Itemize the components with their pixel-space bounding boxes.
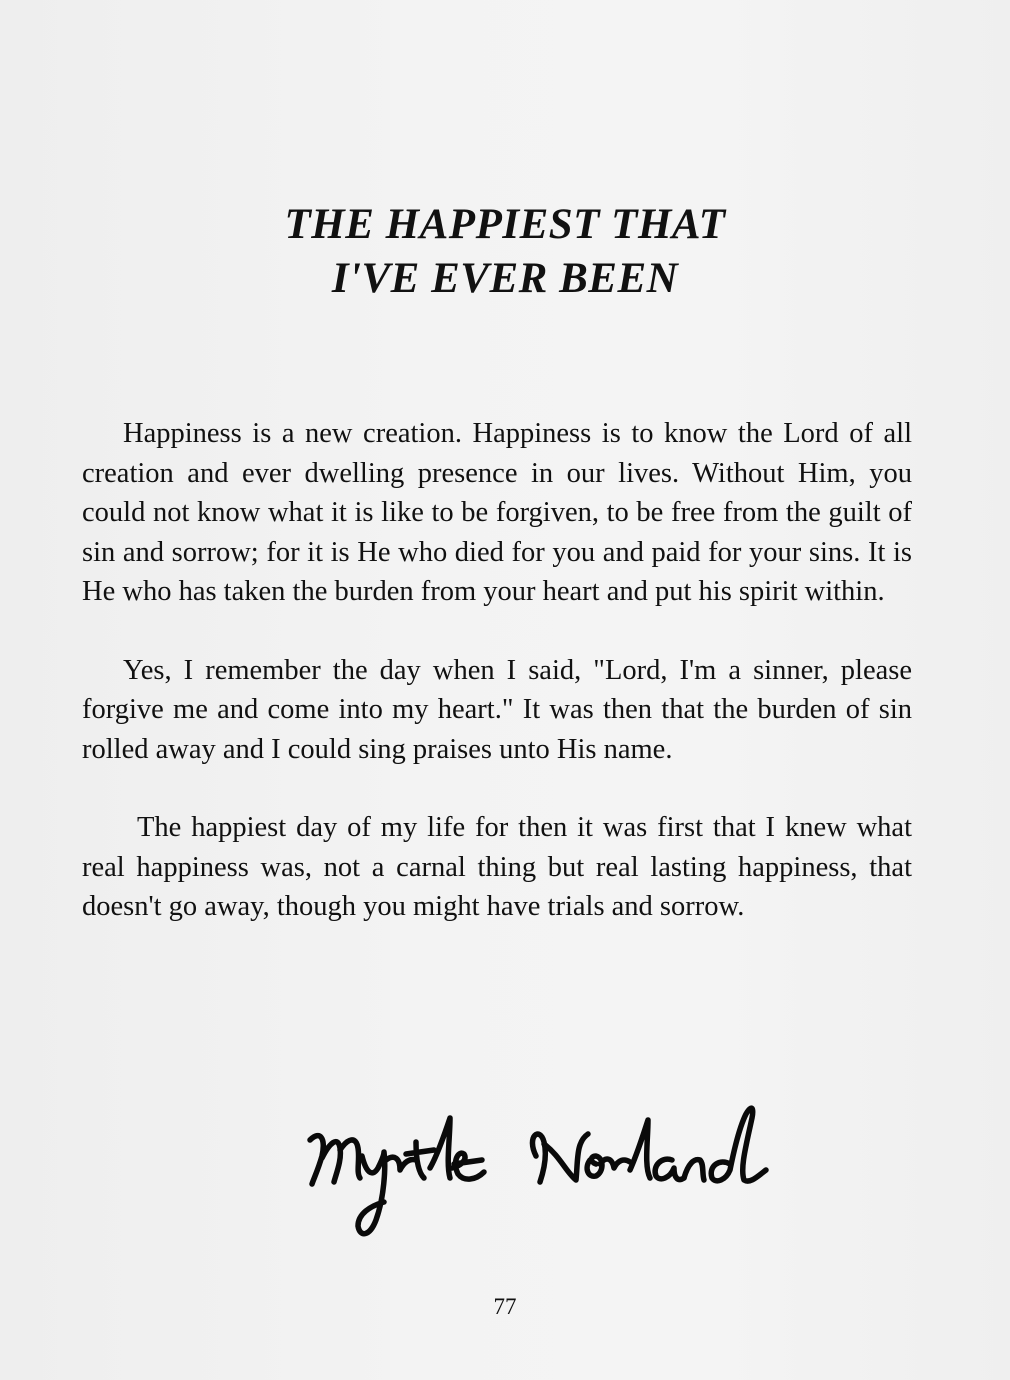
title-line-1: THE HAPPIEST THAT — [284, 201, 726, 248]
paragraph-1: Happiness is a new creation. Happiness is to know the Lord of all creation and ever dwelling presence in our lives. Without Him, you could not know what it is like to be forgiven, to be free from the guilt of sin and sorrow; for it is He who died for you and paid for your sins. It is He who has taken the burden from your heart and put his spirit within. — [82, 418, 912, 607]
page-title — [0, 198, 1010, 306]
title-line-2: I'VE EVER BEEN — [331, 255, 679, 302]
handwritten-signature — [300, 1098, 790, 1248]
body-text — [82, 414, 912, 966]
paragraph-3: The happiest day of my life for then it was first that I knew what real happiness was, not a carnal thing but real lasting happiness, that doesn't go away, though you might have trials and sorrow. — [82, 812, 912, 922]
paragraph-2: Yes, I remember the day when I said, "Lord, I'm a sinner, please forgive me and come into my heart." It was then that the burden of sin rolled away and I could sing praises unto His name. — [82, 654, 912, 765]
page-number: 77 — [493, 1294, 517, 1319]
